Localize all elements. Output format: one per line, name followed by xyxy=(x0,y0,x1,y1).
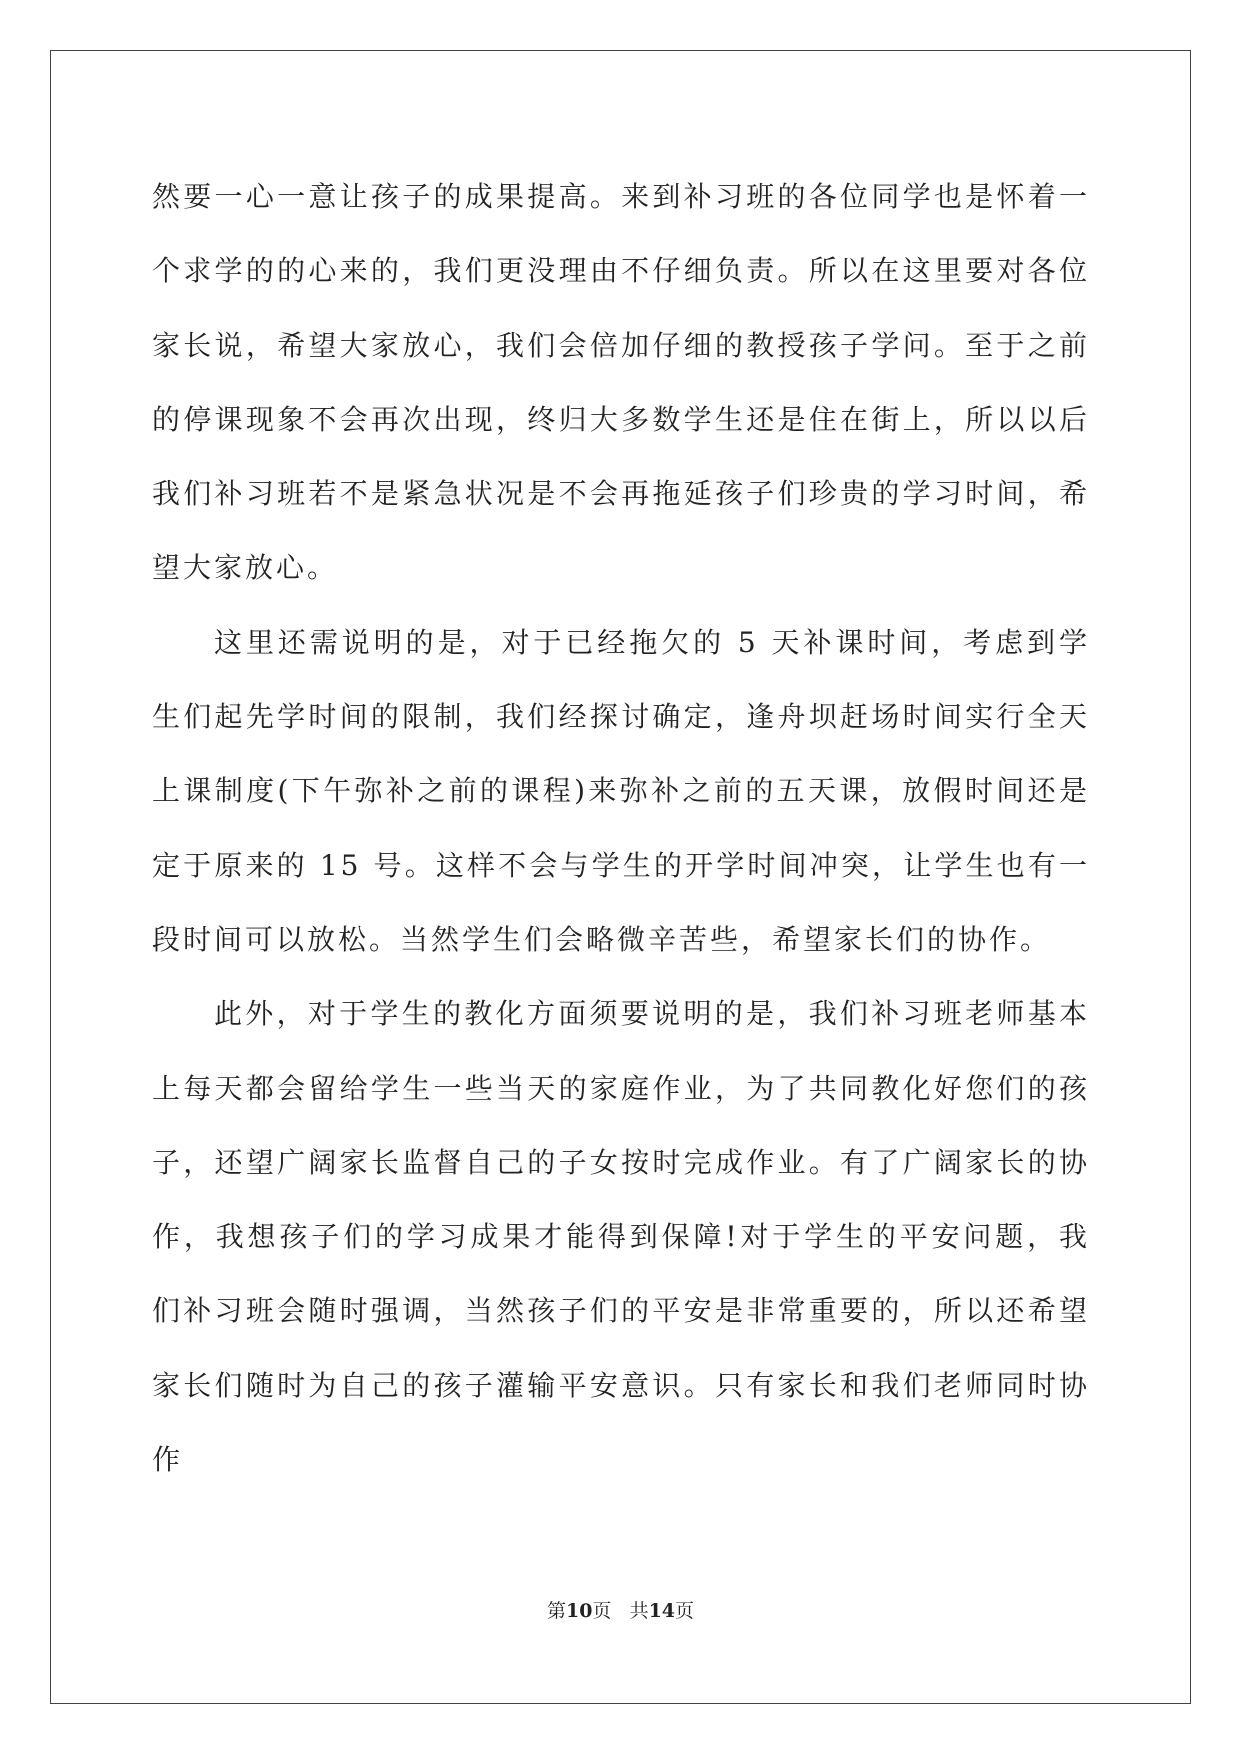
page-prefix: 第 xyxy=(546,1600,566,1622)
total-pages: 14 xyxy=(648,1600,676,1622)
total-prefix: 共 xyxy=(629,1600,649,1622)
page-footer xyxy=(0,1596,1241,1623)
paragraph-2: 这里还需说明的是，对于已经拖欠的 5 天补课时间，考虑到学生们起先学时间的限制，我们经探讨确定，逢舟坝赶场时间实行全天上课制度(下午弥补之前的课程)来弥补之前的五天课，放假时间还是定于原来的 15 号。这样不会与学生的开学时间冲突，让学生也有一段时间可以放松。当然学生们会略微辛苦些，希望家长们的协作。 xyxy=(152,625,1090,956)
paragraph-3: 此外，对于学生的教化方面须要说明的是，我们补习班老师基本上每天都会留给学生一些当天的家庭作业，为了共同教化好您们的孩子，还望广阔家长监督自己的子女按时完成作业。有了广阔家长的协作，我想孩子们的学习成果才能得到保障!对于学生的平安问题，我们补习班会随时强调，当然孩子们的平安是非常重要的，所以还希望家长们随时为自己的孩子灌输平安意识。只有家长和我们老师同时协作 xyxy=(152,997,1090,1477)
page-number: 10 xyxy=(565,1600,593,1622)
document-body xyxy=(152,160,1090,1497)
total-suffix: 页 xyxy=(675,1600,695,1622)
page-suffix: 页 xyxy=(592,1600,612,1622)
paragraph-1: 然要一心一意让孩子的成果提高。来到补习班的各位同学也是怀着一个求学的的心来的，我们更没理由不仔细负责。所以在这里要对各位家长说，希望大家放心，我们会倍加仔细的教授孩子学问。至于之前的停课现象不会再次出现，终归大多数学生还是住在街上，所以以后我们补习班若不是紧急状况是不会再拖延孩子们珍贵的学习时间，希望大家放心。 xyxy=(152,180,1090,585)
